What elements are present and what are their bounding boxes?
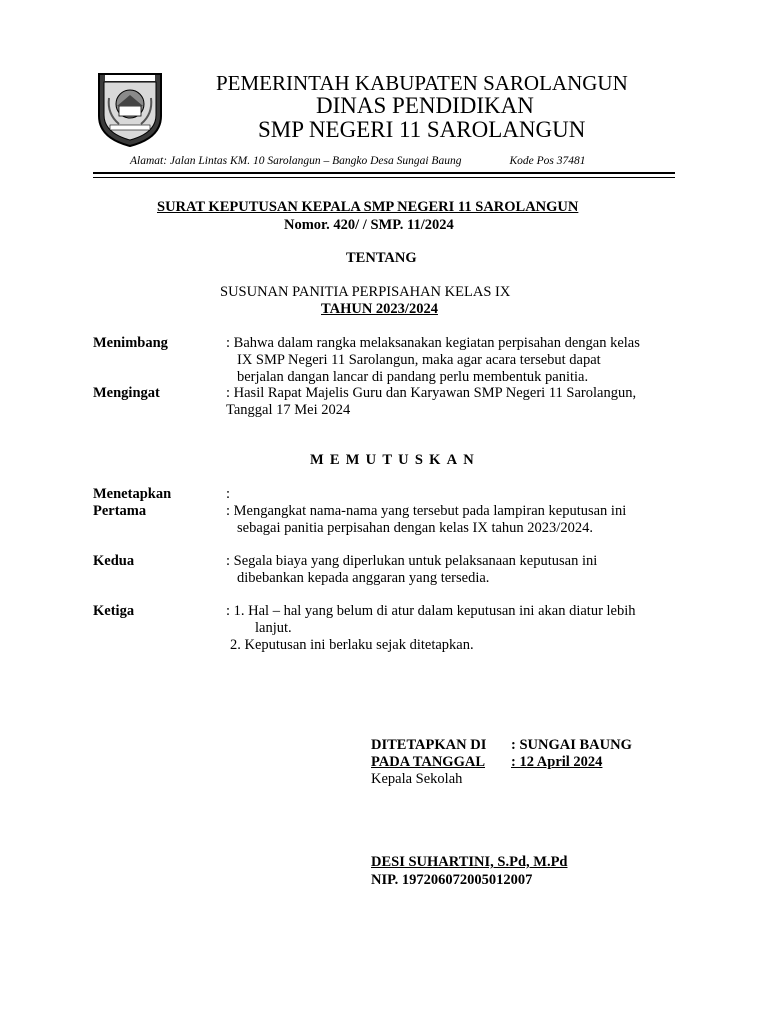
letterhead-rule-thick xyxy=(93,172,675,174)
menetapkan-label: Menetapkan xyxy=(93,486,172,502)
mengingat-line-1: : Hasil Rapat Majelis Guru dan Karyawan SMP Negeri 11 Sarolangun, xyxy=(226,385,637,401)
decree-title: SURAT KEPUTUSAN KEPALA SMP NEGERI 11 SAROLANGUN xyxy=(157,199,579,215)
signature-position: Kepala Sekolah xyxy=(371,771,463,787)
signature-date-label: PADA TANGGAL xyxy=(371,754,485,770)
menetapkan-colon: : xyxy=(226,486,231,502)
subject-line-1: SUSUNAN PANITIA PERPISAHAN KELAS IX xyxy=(220,284,511,300)
ketiga-line-1: : 1. Hal – hal yang belum di atur dalam keputusan ini akan diatur lebih xyxy=(226,603,636,619)
letterhead-government: PEMERINTAH KABUPATEN SAROLANGUN xyxy=(216,71,628,95)
signature-date-value: : 12 April 2024 xyxy=(511,754,603,770)
ketiga-line-3: 2. Keputusan ini berlaku sejak ditetapkan. xyxy=(230,637,474,653)
letterhead-agency: DINAS PENDIDIKAN xyxy=(316,93,534,118)
signature-place-label: DITETAPKAN DI xyxy=(371,737,487,753)
subject-line-2: TAHUN 2023/2024 xyxy=(321,301,438,317)
mengingat-label: Mengingat xyxy=(93,385,160,401)
letterhead-school: SMP NEGERI 11 SAROLANGUN xyxy=(258,117,586,142)
signature-date-row xyxy=(371,754,651,771)
letterhead-address xyxy=(130,155,586,167)
ketiga-line-2: lanjut. xyxy=(255,620,292,636)
postal-code: Kode Pos 37481 xyxy=(509,155,586,167)
signature-place-row xyxy=(371,737,651,754)
signatory-nip: NIP. 197206072005012007 xyxy=(371,872,533,888)
menimbang-line-2: IX SMP Negeri 11 Sarolangun, maka agar acara tersebut dapat xyxy=(237,352,601,368)
menimbang-line-1: : Bahwa dalam rangka melaksanakan kegiatan perpisahan dengan kelas xyxy=(226,335,640,351)
menimbang-label: Menimbang xyxy=(93,335,168,351)
memutuskan-heading xyxy=(310,452,480,469)
kedua-line-1: : Segala biaya yang diperlukan untuk pelaksanaan keputusan ini xyxy=(226,553,598,569)
address-text: Alamat: Jalan Lintas KM. 10 Sarolangun – Bangko Desa Sungai Baung xyxy=(130,155,462,167)
decree-number: Nomor. 420/ / SMP. 11/2024 xyxy=(284,217,454,233)
kedua-line-2: dibebankan kepada anggaran yang tersedia. xyxy=(237,570,490,586)
tentang-heading: TENTANG xyxy=(346,250,417,266)
regency-emblem-logo xyxy=(93,68,167,148)
kedua-label: Kedua xyxy=(93,553,135,569)
pertama-line-2: sebagai panitia perpisahan dengan kelas IX tahun 2023/2024. xyxy=(237,520,593,536)
pertama-label: Pertama xyxy=(93,503,147,519)
menimbang-line-3: berjalan dangan lancar di pandang perlu membentuk panitia. xyxy=(237,369,589,385)
memutuskan-text: MEMUTUSKAN xyxy=(310,452,480,468)
letterhead-rule-thin xyxy=(93,177,675,178)
mengingat-line-2: Tanggal 17 Mei 2024 xyxy=(226,402,351,418)
ketiga-label: Ketiga xyxy=(93,603,135,619)
signatory-name: DESI SUHARTINI, S.Pd, M.Pd xyxy=(371,854,568,870)
pertama-line-1: : Mengangkat nama-nama yang tersebut pada lampiran keputusan ini xyxy=(226,503,627,519)
signature-place-value: : SUNGAI BAUNG xyxy=(511,737,632,753)
